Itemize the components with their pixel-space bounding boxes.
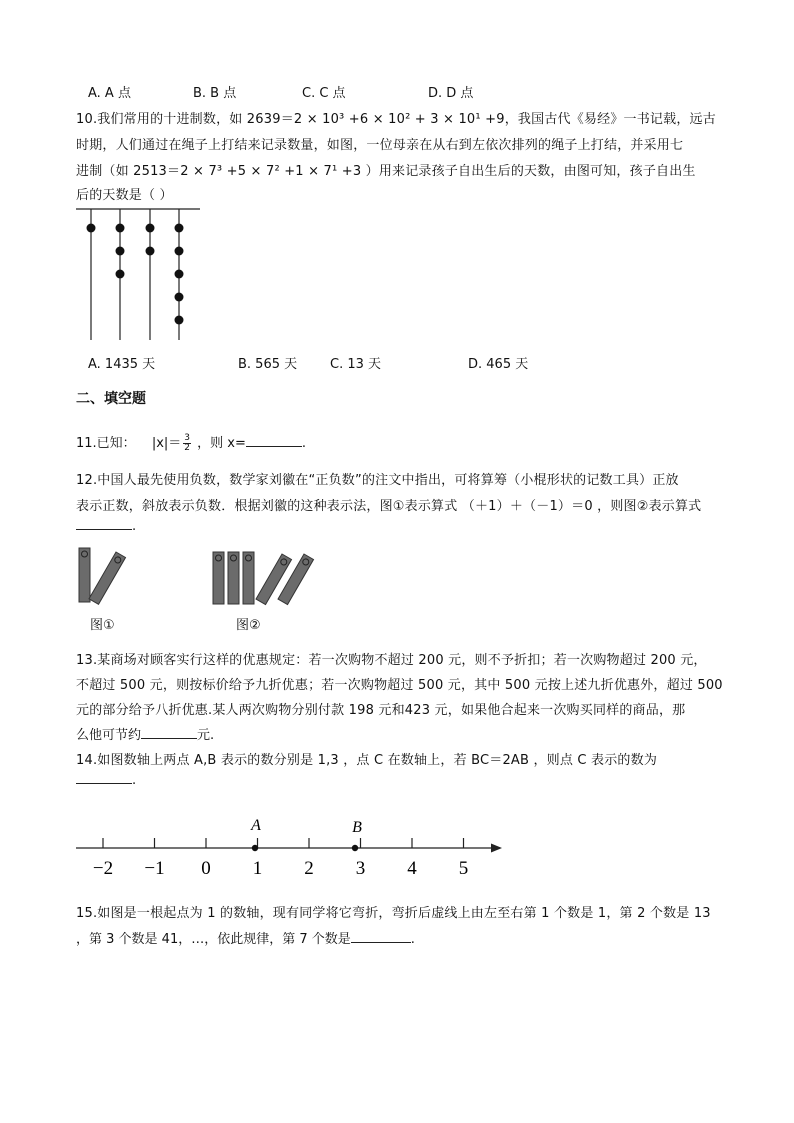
knot — [116, 224, 125, 233]
q15-line-1: 15.如图是一根起点为 1 的数轴，现有同学将它弯折，弯折后虚线上由左至右第 1 个数是 1，第 2 个数是 13 — [76, 906, 711, 921]
q11 — [76, 432, 306, 453]
q10-line-4: 后的天数是（ ） — [76, 188, 173, 203]
q15-answer-blank[interactable] — [351, 930, 411, 943]
knot — [146, 247, 155, 256]
axis-tick-label: 5 — [458, 858, 469, 879]
q15-end: . — [410, 932, 415, 947]
axis-tick-label: −2 — [92, 858, 114, 879]
axis-tick-label: 1 — [252, 858, 263, 879]
q13-answer-blank[interactable] — [141, 726, 197, 739]
q11-end: . — [301, 436, 307, 451]
q11-fraction — [183, 434, 191, 453]
point-a-label: A — [251, 817, 261, 834]
q10-option-d: D. 465 天 — [468, 357, 529, 372]
knot — [175, 316, 184, 325]
q12-end: . — [132, 519, 137, 534]
axis-tick-label: 0 — [201, 858, 211, 879]
q11-answer-blank[interactable] — [246, 434, 302, 447]
figure-2-label: 图② — [236, 618, 261, 633]
figure-1-label: 图① — [90, 618, 115, 633]
slanted-rod — [89, 552, 126, 604]
knot — [175, 247, 184, 256]
q10-line-1: 10.我们常用的十进制数，如 2639＝2 × 10³ +6 × 10² + 3 × 10¹ +9，我国古代《易经》一书记载，远古 — [76, 112, 716, 127]
knot — [116, 270, 125, 279]
knot — [116, 247, 125, 256]
knot — [146, 224, 155, 233]
axis-tick-label: 4 — [407, 858, 417, 879]
q14-end: . — [132, 773, 137, 788]
q10-line-2: 时期，人们通过在绳子上打结来记录数量，如图，一位母亲在从右到左依次排列的绳子上打结，并采用七 — [76, 138, 684, 153]
q11-numerator: 3 — [184, 433, 191, 443]
upright-rod — [243, 552, 254, 604]
q9-option-b: B. B 点 — [193, 86, 237, 101]
knotted-rope-figure — [72, 204, 204, 344]
q11-abs: |x|＝ — [151, 436, 182, 451]
axis-tick-label: −1 — [144, 858, 165, 879]
q10-option-a: A. 1435 天 — [88, 357, 156, 372]
q10-option-c: C. 13 天 — [330, 357, 382, 372]
q14-line-1: 14.如图数轴上两点 A,B 表示的数分别是 1,3 ，点 C 在数轴上，若 BC＝2AB ，则点 C 表示的数为 — [76, 753, 658, 768]
knot — [175, 293, 184, 302]
number-line — [70, 808, 510, 884]
axis-tick-label: 3 — [355, 858, 366, 879]
q9-option-a: A. A 点 — [88, 86, 131, 101]
section-heading: 二、填空题 — [76, 391, 146, 407]
q15-line-2 — [76, 928, 415, 947]
q13-line-4-suffix: 元. — [197, 728, 215, 743]
upright-rod — [213, 552, 224, 604]
q15-line-2-prefix: ，第 3 个数是 41，…，依此规律，第 7 个数是 — [76, 932, 351, 947]
q14-line-2 — [76, 771, 136, 788]
q12-line-2: 表示正数，斜放表示负数．根据刘徽的这种表示法，图①表示算式 （＋1）＋（－1）＝0 ，则图②表示算式 — [76, 499, 702, 514]
knot — [87, 224, 96, 233]
q11-suffix: ，则 x= — [197, 436, 246, 451]
knot — [175, 224, 184, 233]
q13-line-2: 不超过 500 元，则按标价给予九折优惠；若一次购物超过 500 元，其中 500 元按上述九折优惠外，超过 500 — [76, 678, 723, 693]
q13-line-3: 元的部分给予八折优惠.某人两次购物分别付款 198 元和423 元，如果他合起来一次购买同样的商品，那 — [76, 703, 686, 718]
upright-rod — [228, 552, 239, 604]
q9-option-c: C. C 点 — [302, 86, 346, 101]
point-b-label: B — [352, 819, 362, 836]
q11-prefix: 11.已知： — [76, 436, 136, 451]
counting-rods-figure-1 — [74, 544, 144, 606]
q11-denominator: 2 — [184, 443, 191, 453]
q10-option-b: B. 565 天 — [238, 357, 298, 372]
q13-line-4 — [76, 724, 214, 743]
upright-rod — [79, 548, 90, 602]
q13-line-1: 13.某商场对顾客实行这样的优惠规定：若一次购物不超过 200 元，则不予折扣；若一次购物超过 200 元， — [76, 653, 707, 668]
q14-answer-blank[interactable] — [76, 771, 132, 784]
point-b-dot — [352, 845, 358, 851]
point-a-dot — [252, 845, 258, 851]
q12-answer-blank[interactable] — [76, 517, 132, 530]
q12-line-1: 12.中国人最先使用负数，数学家刘徽在“正负数”的注文中指出，可将算筹（小棍形状的记数工具）正放 — [76, 473, 679, 488]
axis-tick-label: 2 — [304, 858, 314, 879]
q13-line-4-prefix: 么他可节约 — [76, 728, 142, 743]
knot — [175, 270, 184, 279]
q10-line-3: 进制（如 2513＝2 × 7³ +5 × 7² +1 × 7¹ +3 ）用来记录孩子自出生后的天数，由图可知，孩子自出生 — [76, 164, 696, 179]
arrow-head — [491, 844, 502, 853]
q9-option-d: D. D 点 — [428, 86, 474, 101]
counting-rods-figure-2 — [208, 548, 320, 608]
q12-line-3 — [76, 517, 136, 534]
